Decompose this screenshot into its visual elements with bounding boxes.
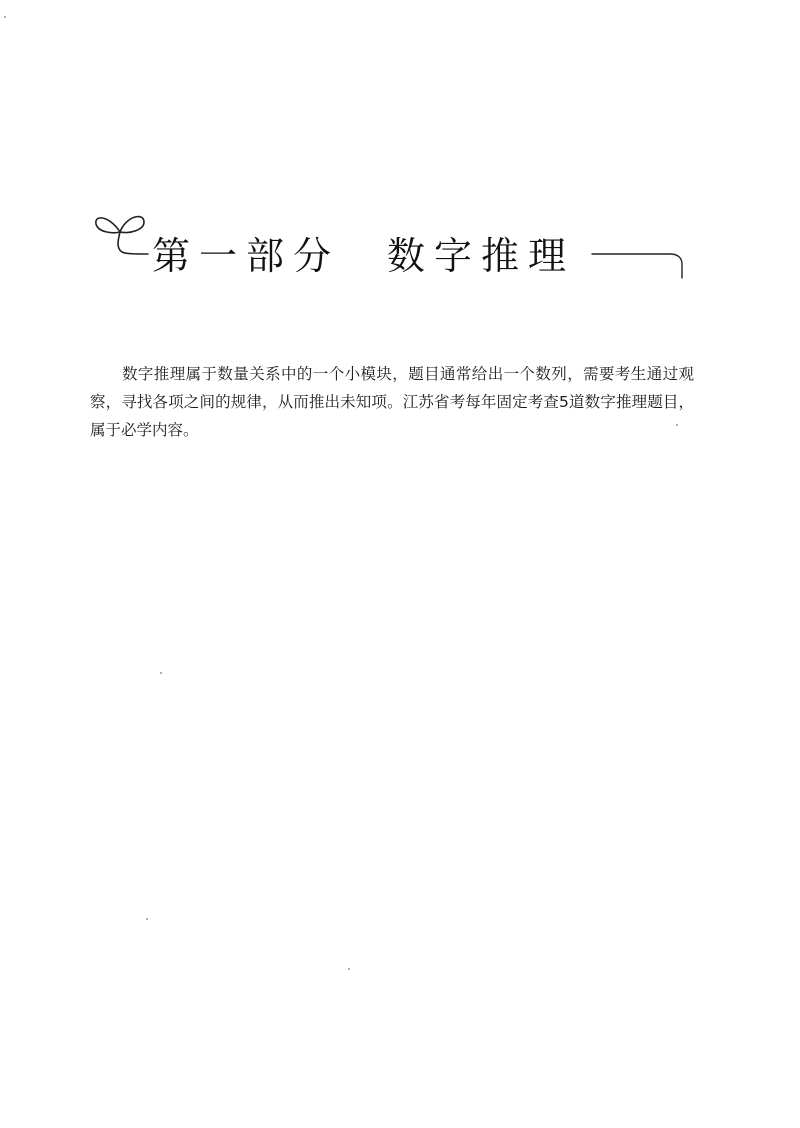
intro-paragraph: 数字推理属于数量关系中的一个小模块，题目通常给出一个数列，需要考生通过观察，寻找各项之间的规律，从而推出未知项。江苏省考每年固定考查5道数字推理题目，属于必学内容。	[90, 364, 694, 439]
topic-label: 数字推理	[387, 234, 576, 278]
scan-speck	[146, 918, 148, 920]
scan-speck	[348, 968, 350, 970]
title-rule	[592, 254, 682, 278]
part-title	[152, 232, 575, 280]
sprout-icon	[96, 217, 148, 254]
scan-speck	[160, 672, 162, 674]
part-label: 第一部分	[152, 234, 341, 278]
scan-speck	[4, 16, 6, 18]
scan-speck	[676, 424, 678, 426]
